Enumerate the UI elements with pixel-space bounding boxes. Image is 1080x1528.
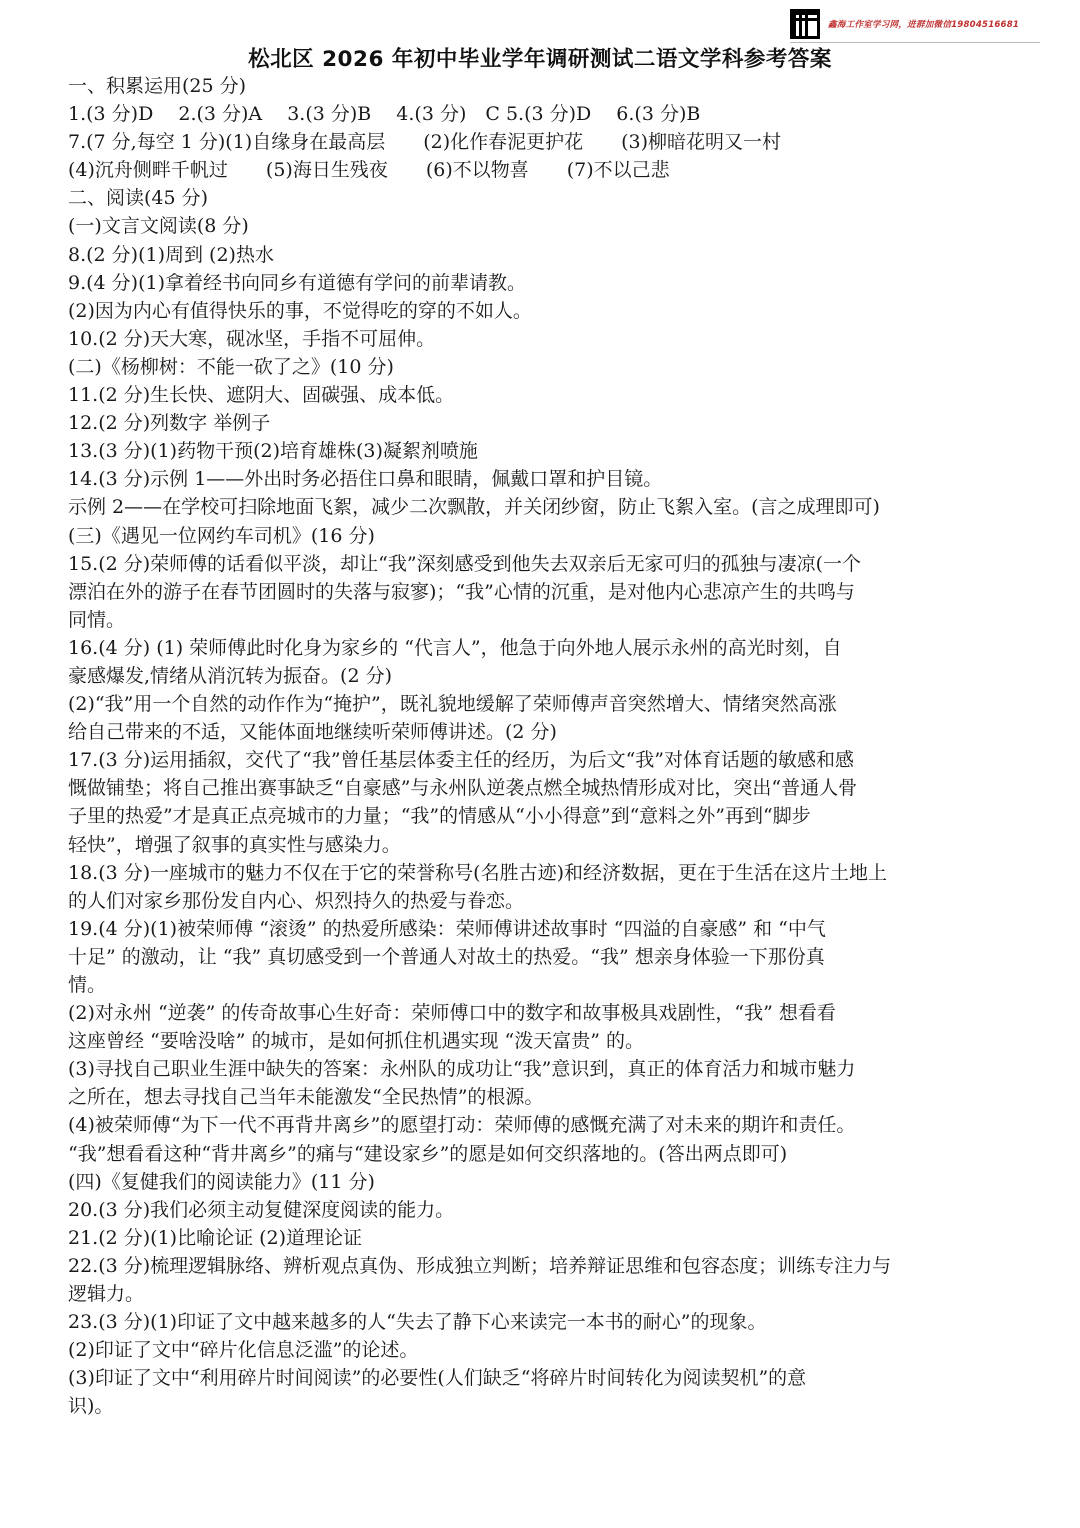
answer-line: 十足” 的激动，让 “我” 真切感受到一个普通人对故土的热爱。“我” 想亲身体验一下那份真 — [68, 945, 825, 968]
answer-line: 9.(4 分)(1)拿着经书向同乡有道德有学问的前辈请教。 — [68, 271, 526, 294]
answer-line: (四)《复健我们的阅读能力》(11 分) — [68, 1170, 375, 1193]
page-title: 松北区 2026 年初中毕业学年调研测试二语文学科参考答案 — [248, 47, 832, 72]
answer-line: 给自己带来的不适，又能体面地继续听荣师傅讲述。(2 分) — [68, 721, 557, 744]
answer-line: (2)对永州 “逆袭” 的传奇故事心生好奇：荣师傅口中的数字和故事极具戏剧性，“我” 想看看 — [68, 1002, 836, 1025]
answer-line: 18.(3 分)一座城市的魅力不仅在于它的荣誉称号(名胜古迹)和经济数据，更在于生活在这片土地上 — [68, 861, 887, 884]
answer-line: 19.(4 分)(1)被荣师傅 “滚烫” 的热爱所感染：荣师傅讲述故事时 “四溢的自豪感” 和 “中气 — [68, 917, 826, 940]
answer-line: 17.(3 分)运用插叙，交代了“我”曾任基层体委主任的经历，为后文“我”对体育话题的敏感和感 — [68, 749, 855, 772]
answer-line: 的人们对家乡那份发自内心、炽烈持久的热爱与眷恋。 — [68, 889, 525, 912]
answer-line: 一、积累运用(25 分) — [68, 75, 247, 97]
answer-line: 识)。 — [68, 1395, 114, 1418]
answer-line: “我”想看看这种“背井离乡”的痛与“建设家乡”的愿是如何交织落地的。(答出两点即可) — [68, 1142, 788, 1165]
answer-line: (2)因为内心有值得快乐的事，不觉得吃的穿的不如人。 — [68, 299, 532, 322]
answer-line: (二)《杨柳树：不能一砍了之》(10 分) — [68, 355, 394, 378]
answer-line: 20.(3 分)我们必须主动复健深度阅读的能力。 — [68, 1198, 455, 1221]
answer-line: 逻辑力。 — [68, 1283, 145, 1306]
answer-line: 15.(2 分)荣师傅的话看似平淡，却让“我”深刻感受到他失去双亲后无家可归的孤独与凄凉(一个 — [68, 552, 862, 575]
answer-line: (3)寻找自己职业生涯中缺失的答案：永州队的成功让“我”意识到，真正的体育活力和城市魅力 — [68, 1058, 856, 1081]
answer-line: 13.(3 分)(1)药物干预(2)培育雄株(3)凝絮剂喷施 — [68, 440, 478, 463]
answer-line: (2)“我”用一个自然的动作作为“掩护”，既礼貌地缓解了荣师傅声音突然增大、情绪突然高涨 — [68, 693, 837, 716]
answer-line: 11.(2 分)生长快、遮阴大、固碳强、成本低。 — [68, 384, 455, 407]
answer-line: 慨做铺垫；将自己推出赛事缺乏“自豪感”与永州队逆袭点燃全城热情形成对比，突出“普通人骨 — [68, 777, 858, 800]
answer-line: 23.(3 分)(1)印证了文中越来越多的人“失去了静下心来读完一本书的耐心”的现象。 — [68, 1311, 767, 1334]
answer-line: 1.(3 分)D 2.(3 分)A 3.(3 分)B 4.(3 分) C 5.(3 分)D 6.(3 分)B — [68, 103, 701, 126]
answer-line: 7.(7 分,每空 1 分)(1)自缘身在最高层 (2)化作春泥更护花 (3)柳暗花明又一村 — [68, 131, 782, 154]
answer-line: 漂泊在外的游子在春节团圆时的失落与寂寥)；“我”心情的沉重，是对他内心悲凉产生的共鸣与 — [68, 580, 855, 603]
answer-line: 轻快”，增强了叙事的真实性与感染力。 — [68, 833, 401, 856]
answer-line: 22.(3 分)梳理逻辑脉络、辨析观点真伪、形成独立判断；培养辩证思维和包容态度；训练专注力与 — [68, 1254, 892, 1277]
answer-line: 情。 — [68, 974, 107, 996]
answer-line: 二、阅读(45 分) — [68, 187, 209, 210]
answer-line: 示例 2——在学校可扫除地面飞絮，减少二次飘散，并关闭纱窗，防止飞絮入室。(言之成理即可) — [68, 496, 880, 519]
answer-line: 21.(2 分)(1)比喻论证 (2)道理论证 — [68, 1226, 363, 1249]
answer-line: (2)印证了文中“碎片化信息泛滥”的论述。 — [68, 1339, 419, 1362]
answer-line: 同情。 — [68, 608, 126, 631]
answer-line: (4)沉舟侧畔千帆过 (5)海日生残夜 (6)不以物喜 (7)不以己悲 — [68, 159, 670, 182]
answer-line: (3)印证了文中“利用碎片时间阅读”的必要性(人们缺乏“将碎片时间转化为阅读契机”的意 — [68, 1367, 807, 1390]
answer-line: (一)文言文阅读(8 分) — [68, 215, 249, 238]
answer-line: 10.(2 分)天大寒，砚冰坚，手指不可屈伸。 — [68, 327, 436, 350]
answer-line: 之所在，想去寻找自己当年未能激发“全民热情”的根源。 — [68, 1086, 544, 1109]
answer-line: 16.(4 分) (1) 荣师傅此时化身为家乡的 “代言人”，他急于向外地人展示永州的高光时刻，自 — [68, 636, 842, 659]
answer-line: 豪感爆发,情绪从消沉转为振奋。(2 分) — [68, 664, 392, 687]
answer-line: 8.(2 分)(1)周到 (2)热水 — [68, 243, 274, 266]
answer-line: (4)被荣师傅“为下一代不再背井离乡”的愿望打动：荣师傅的感慨充满了对未来的期许和责任。 — [68, 1114, 856, 1137]
answer-line: 子里的热爱”才是真正点亮城市的力量；“我”的情感从“小小得意”到“意料之外”再到“脚步 — [68, 805, 811, 828]
answer-body — [68, 72, 1013, 1421]
answer-line: 12.(2 分)列数字 举例子 — [68, 412, 271, 435]
watermark-banner — [790, 6, 1040, 42]
banner-text: 鑫海工作室学习网，进群加微信19804516681 — [828, 20, 1020, 30]
answer-line: 这座曾经 “要啥没啥” 的城市，是如何抓住机遇实现 “泼天富贵” 的。 — [68, 1030, 645, 1053]
qr-code-icon — [790, 9, 820, 39]
answer-line: 14.(3 分)示例 1——外出时务必捂住口鼻和眼睛，佩戴口罩和护目镜。 — [68, 468, 663, 491]
answer-line: (三)《遇见一位网约车司机》(16 分) — [68, 524, 375, 547]
